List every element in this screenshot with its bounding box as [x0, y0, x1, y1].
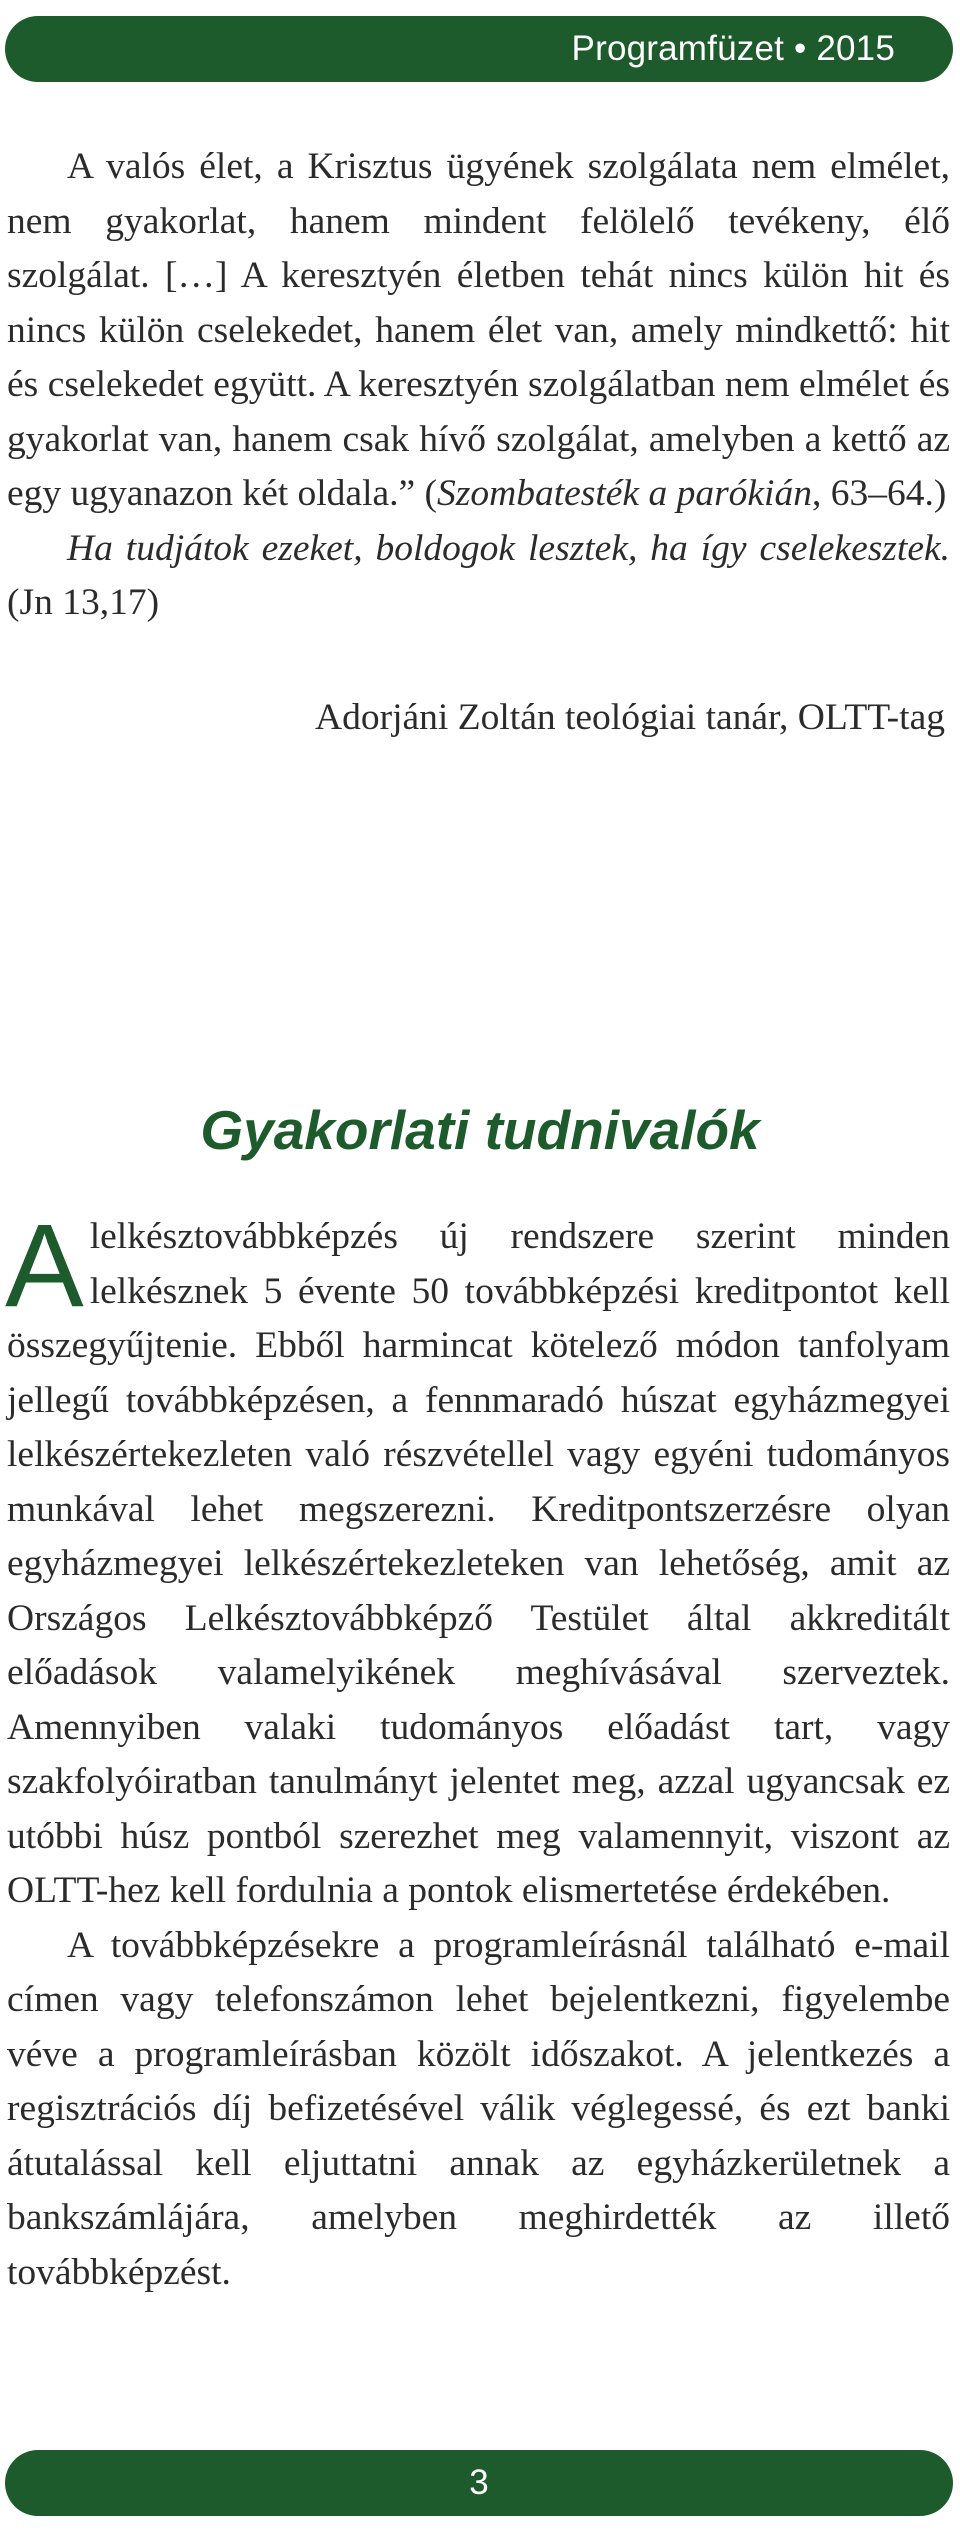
quote-paragraph — [7, 140, 950, 522]
practical-paragraph-1 — [5, 1200, 950, 1919]
practical-info-section — [5, 1200, 950, 2300]
quote-text: A valós élet, a Krisztus ügyének szolgálata nem elmélet, nem gyakorlat, hanem mindent felölelő tevékeny, élő szolgálat. […] A keresztyén életben tehát nincs külön hit és nincs külön cselekedet, hanem élet van, amely mindkettő: hit és cselekedet együtt. A keresztyén szolgálatban nem elmélet és gyakorlat van, hanem csak hívő szolgálat, amelyben a kettő az egy ugyanazon két oldala.” ( — [7, 146, 950, 514]
footer-bar — [5, 2450, 953, 2516]
drop-cap: A — [5, 1200, 84, 1332]
quote-source-title: Szombatesték a parókián — [437, 473, 812, 514]
quote-section — [7, 140, 950, 745]
header-bar — [5, 16, 953, 82]
verse-reference: (Jn 13,17) — [7, 582, 160, 623]
quote-source-pages: , 63–64.) — [811, 473, 947, 514]
page-number: 3 — [469, 2463, 489, 2502]
verse-text: Ha tudjátok ezeket, boldogok lesztek, ha így cselekesztek. — [67, 527, 950, 569]
practical-paragraph-1-text: lelkésztovábbképzés új rendszere szerint minden lelkésznek 5 évente 50 továbbképzési kreditpontot kell összegyűjtenie. Ebből harmincat kötelező módon tanfolyam jellegű továbbképzésen, a fennmaradó húszat egyházmegyei lelkészértekezleten való részvétellel vagy egyéni tudományos munkával lehet megszerezni. Kreditpontszerzésre olyan egyházmegyei lelkészértekezleteken van lehetőség, amit az Országos Lelkésztovábbképző Testület által akkreditált előadások valamelyikének meghívásával szerveztek. Amennyiben valaki tudományos előadást tart, vagy szakfolyóiratban tanulmányt jelentet meg, azzal ugyancsak ez utóbbi húsz pontból szerezhet meg valamennyit, viszont az OLTT-hez kell fordulnia a pontok elismertetése érdekében. — [7, 1216, 950, 1911]
verse-paragraph — [7, 522, 950, 631]
header-title: Programfüzet • 2015 — [571, 29, 895, 68]
section-title: Gyakorlati tudnivalók — [200, 1099, 760, 1161]
signature: Adorjáni Zoltán teológiai tanár, OLTT-tag — [315, 696, 945, 738]
practical-paragraph-2: A továbbképzésekre a programleírásnál található e-mail címen vagy telefonszámon lehet bejelentkezni, figyelembe véve a programleírásban közölt időszakot. A jelentkezés a regisztrációs díj befizetésével válik véglegessé, és ezt banki átutalással kell eljuttatni annak az egyházkerületnek a bankszámlájára, amelyben meghirdették az illető továbbképzést. — [7, 1924, 950, 2293]
